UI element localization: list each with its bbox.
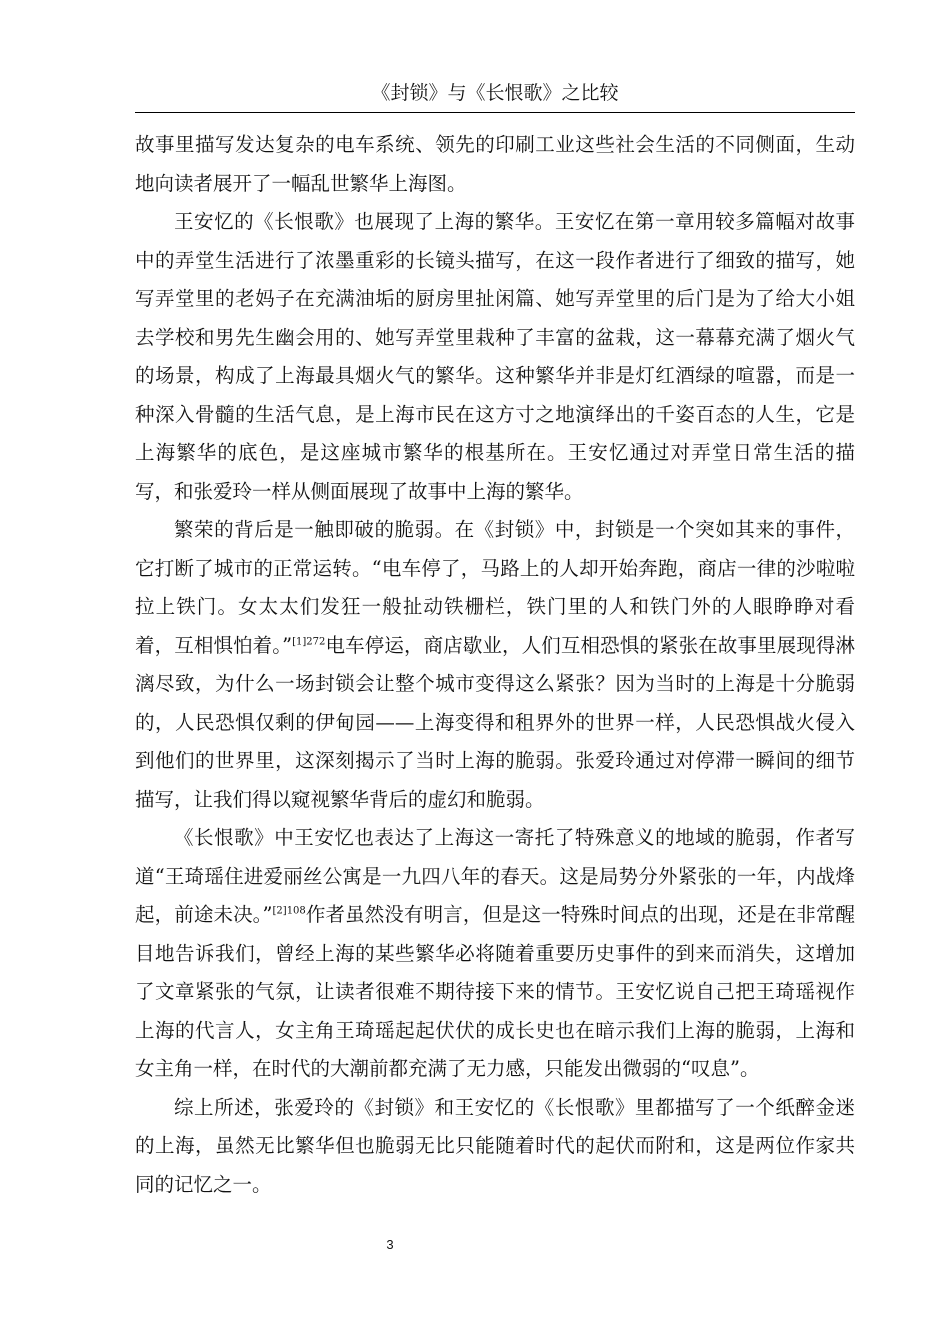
paragraph-2-text: 王安忆的《长恨歌》也展现了上海的繁华。王安忆在第一章用较多篇幅对故事中的弄堂生活进行了浓墨重彩的长镜头描写，在这一段作者进行了细致的描写，她写弄堂里的老妈子在充满油垢的厨房里扯闲篇、她写弄堂里的后门是为了给大小姐去学校和男先生幽会用的、她写弄堂里栽种了丰富的盆栽，这一幕幕充满了烟火气的场景，构成了上海最具烟火气的繁华。这种繁华并非是灯红酒绿的喧嚣，而是一种深入骨髓的生活气息，是上海市民在这方寸之地演绎出的千姿百态的人生，它是上海繁华的底色，是这座城市繁华的根基所在。王安忆通过对弄堂日常生活的描写，和张爱玲一样从侧面展现了故事中上海的繁华。 (135, 210, 855, 503)
paragraph-2 (135, 203, 855, 511)
citation-2: [2]108 (272, 905, 306, 917)
header-divider (135, 112, 855, 113)
paragraph-4-text-b: 作者虽然没有明言，但是这一特殊时间点的出现，还是在非常醒目地告诉我们，曾经上海的某些繁华必将随着重要历史事件的到来而消失，这增加了文章紧张的气氛，让读者很难不期待接下来的情节。王安忆说自己把王琦瑶视作上海的代言人，女主角王琦瑶起起伏伏的成长史也在暗示我们上海的脆弱，上海和女主角一样，在时代的大潮前都充满了无力感，只能发出微弱的“叹息”。 (135, 903, 855, 1080)
paragraph-5 (135, 1089, 855, 1205)
page-number: 3 (386, 1237, 394, 1252)
paragraph-4-text-a: 《长恨歌》中王安忆也表达了上海这一寄托了特殊意义的地域的脆弱，作者写道“王琦瑶住进爱丽丝公寓是一九四八年的春天。这是局势分外紧张的一年，内战烽起，前途未决。” (135, 826, 855, 926)
paragraph-3 (135, 511, 855, 819)
running-header: 《封锁》与《长恨歌》之比较 (371, 82, 619, 104)
paragraph-1-text: 故事里描写发达复杂的电车系统、领先的印刷工业这些社会生活的不同侧面，生动地向读者展开了一幅乱世繁华上海图。 (135, 133, 855, 195)
paragraph-4 (135, 819, 855, 1089)
paragraph-3-text-a: 繁荣的背后是一触即破的脆弱。在《封锁》中，封锁是一个突如其来的事件，它打断了城市的正常运转。“电车停了，马路上的人却开始奔跑，商店一律的沙啦啦拉上铁门。女太太们发狂一般扯动铁栅栏，铁门里的人和铁门外的人眼睁睁对看着，互相惧怕着。” (135, 518, 855, 657)
document-body (135, 126, 855, 1204)
paragraph-1 (135, 126, 855, 203)
paragraph-3-text-b: 电车停运，商店歇业，人们互相恐惧的紧张在故事里展现得淋漓尽致，为什么一场封锁会让整个城市变得这么紧张？因为当时的上海是十分脆弱的，人民恐惧仅剩的伊甸园——上海变得和租界外的世界一样，人民恐惧战火侵入到他们的世界里，这深刻揭示了当时上海的脆弱。张爱玲通过对停滞一瞬间的细节描写，让我们得以窥视繁华背后的虚幻和脆弱。 (135, 633, 855, 811)
paragraph-5-text: 综上所述，张爱玲的《封锁》和王安忆的《长恨歌》里都描写了一个纸醉金迷的上海，虽然无比繁华但也脆弱无比只能随着时代的起伏而附和，这是两位作家共同的记忆之一。 (135, 1095, 855, 1196)
citation-1: [1]272 (292, 636, 326, 647)
